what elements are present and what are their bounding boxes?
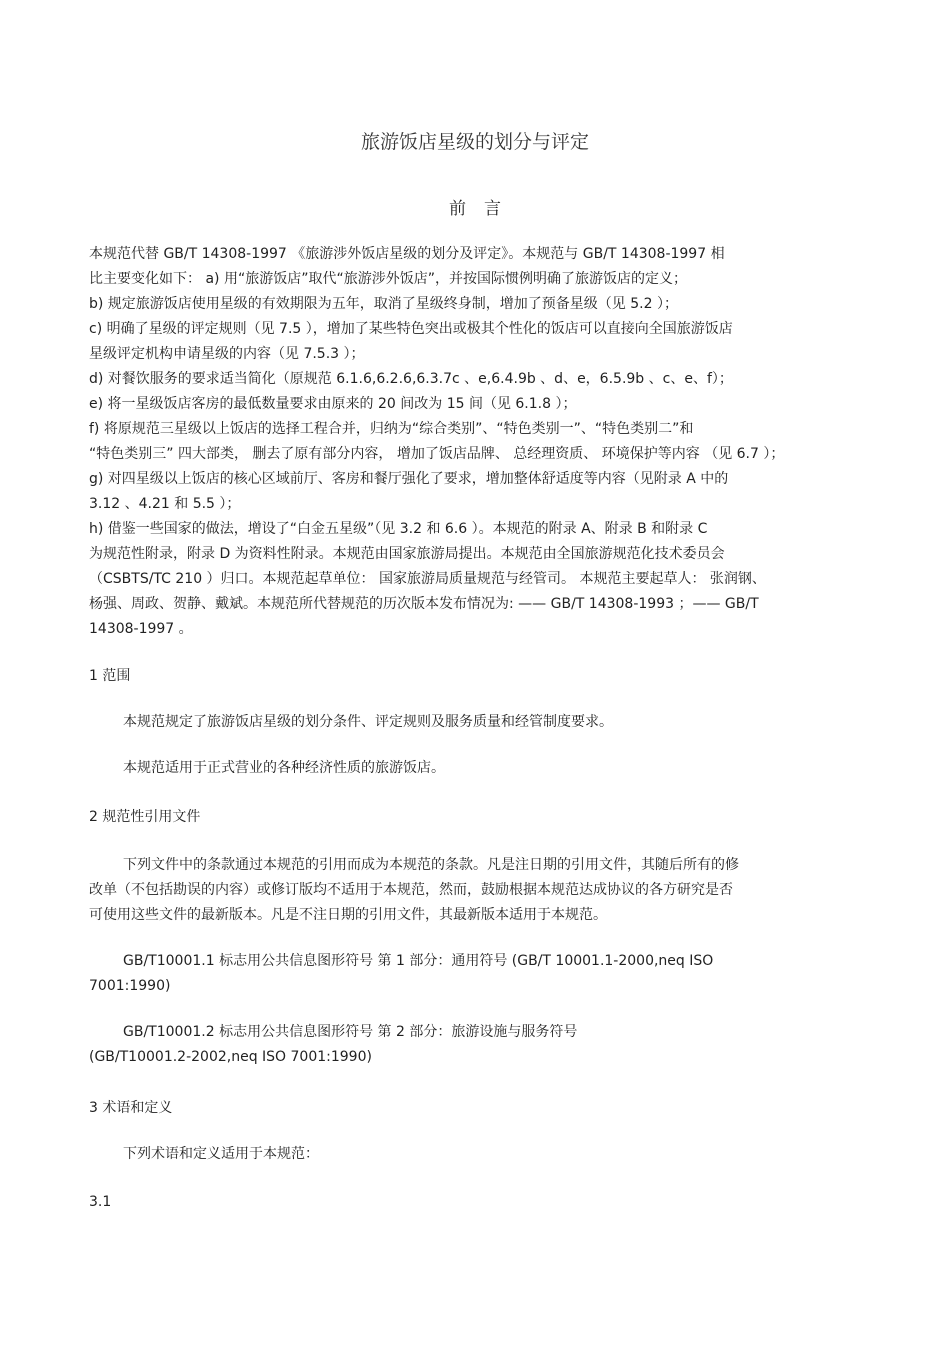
foreword-line: c) 明确了星级的评定规则（见 7.5 ），增加了某些特色突出或极其个性化的饭店可以直接向全国旅游饭店 [89, 321, 733, 337]
section-3 [89, 1096, 861, 1215]
paragraph-line: 可使用这些文件的最新版本。凡是不注日期的引用文件，其最新版本适用于本规范。 [89, 907, 607, 923]
foreword-line: f) 将原规范三星级以上饭店的选择工程合并，归纳为“综合类别”、“特色类别一”、“特色类别二”和 [89, 421, 694, 437]
reference-item [89, 949, 861, 999]
foreword-line: 14308-1997 。 [89, 621, 193, 637]
paragraph: 本规范规定了旅游饭店星级的划分条件、评定规则及服务质量和经管制度要求。 [123, 714, 613, 730]
reference-line: (GB/T10001.2-2002,neq ISO 7001:1990) [89, 1049, 372, 1065]
foreword-line: g) 对四星级以上饭店的核心区域前厅、客房和餐厅强化了要求，增加整体舒适度等内容（见附录 A 中的 [89, 471, 729, 487]
foreword-line: h) 借鉴一些国家的做法，增设了“白金五星级”（见 3.2 和 6.6 ）。本规范的附录 A、附录 B 和附录 C [89, 521, 708, 537]
section-heading: 1 范围 [89, 668, 131, 684]
paragraph-line: 下列文件中的条款通过本规范的引用而成为本规范的条款。凡是注日期的引用文件，其随后所有的修 [123, 857, 739, 873]
paragraph: 下列术语和定义适用于本规范： [123, 1146, 319, 1162]
foreword-line: “特色类别三” 四大部类， 删去了原有部分内容， 增加了饭店品牌、 总经理资质、 环境保护等内容 （见 6.7 ）； [89, 446, 785, 462]
section-2 [89, 805, 861, 1070]
foreword-body [89, 242, 861, 642]
foreword-line: 杨强、周政、贺静、戴斌。本规范所代替规范的历次版本发布情况为: —— GB/T 14308-1993 ；—— GB/T [89, 596, 759, 612]
reference-line: GB/T10001.2 标志用公共信息图形符号 第 2 部分：旅游设施与服务符号 [123, 1024, 578, 1040]
foreword-line: 3.12 、4.21 和 5.5 ）； [89, 496, 241, 512]
foreword-line: 星级评定机构申请星级的内容（见 7.5.3 ）； [89, 346, 365, 362]
foreword-line: b) 规定旅游饭店使用星级的有效期限为五年，取消了星级终身制，增加了预备星级（见 5.2 ）； [89, 296, 678, 312]
subsection-number: 3.1 [89, 1194, 112, 1210]
section-heading: 3 术语和定义 [89, 1100, 173, 1116]
section-1 [89, 664, 861, 781]
foreword-heading: 前言 [449, 199, 519, 219]
reference-line: GB/T10001.1 标志用公共信息图形符号 第 1 部分：通用符号 (GB/T 10001.1-2000,neq ISO [123, 953, 714, 969]
foreword-line: d) 对餐饮服务的要求适当简化（原规范 6.1.6,6.2.6,6.3.7c 、e,6.4.9b 、d、e，6.5.9b 、c、e、f）； [89, 371, 733, 387]
foreword-line: 为规范性附录，附录 D 为资料性附录。本规范由国家旅游局提出。本规范由全国旅游规范化技术委员会 [89, 546, 725, 562]
foreword-line: （CSBTS/TC 210 ）归口。本规范起草单位： 国家旅游局质量规范与经管司。 本规范主要起草人： 张润钢、 [89, 571, 766, 587]
foreword-line: 比主要变化如下： a) 用“旅游饭店”取代“旅游涉外饭店”，并按国际惯例明确了旅游饭店的定义； [89, 271, 687, 287]
foreword-line: e) 将一星级饭店客房的最低数量要求由原来的 20 间改为 15 间（见 6.1.8 ）； [89, 396, 577, 412]
paragraph: 本规范适用于正式营业的各种经济性质的旅游饭店。 [123, 760, 445, 776]
document-title: 旅游饭店星级的划分与评定 [360, 131, 589, 153]
section-2-intro [89, 853, 861, 928]
reference-line: 7001:1990) [89, 978, 171, 994]
section-heading: 2 规范性引用文件 [89, 809, 201, 825]
reference-item [89, 1020, 861, 1070]
paragraph-line: 改单（不包括勘误的内容）或修订版均不适用于本规范，然而，鼓励根据本规范达成协议的各方研究是否 [89, 882, 733, 898]
foreword-line: 本规范代替 GB/T 14308-1997 《旅游涉外饭店星级的划分及评定》。本规范与 GB/T 14308-1997 相 [89, 246, 725, 262]
